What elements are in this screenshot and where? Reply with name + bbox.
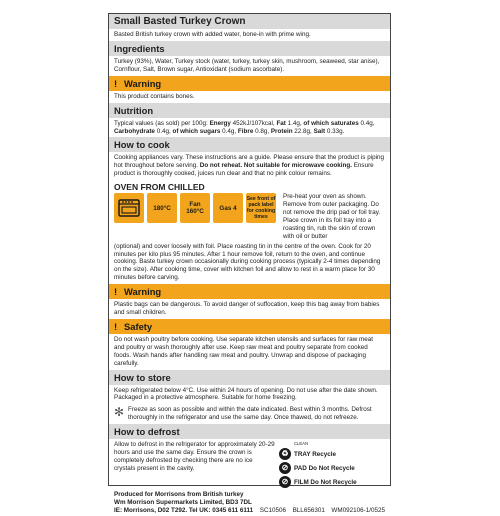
cook-intro-a: Cooking appliances vary. These instructions are a guide. Please ensure that the product is piping hot throughout before serving. — [114, 154, 384, 170]
nutrition-label: Salt — [313, 127, 326, 135]
nutrition-value: 1.4g, — [285, 119, 304, 127]
code: WM092106-1/0525 — [331, 507, 385, 515]
cook-heading: How to cook — [109, 137, 390, 152]
film-recycle-label: FILM Do Not Recycle — [294, 478, 357, 486]
nutrition-label: Carbohydrate — [114, 127, 155, 135]
recycle-cross-icon: ⊘ — [279, 476, 291, 488]
tray-clean-note: CLEAN — [294, 441, 308, 447]
nutrition-label: Energy — [209, 119, 231, 127]
film-recycle — [279, 476, 385, 488]
company — [114, 499, 385, 507]
safety-heading — [109, 319, 390, 334]
nutrition-value: 0.33g. — [325, 127, 345, 135]
warning-icon: ! — [114, 286, 118, 298]
nutrition-heading: Nutrition — [109, 103, 390, 118]
cook-intro-c: Ensure product is thoroughly cooked, juices run clear and that no pink colour remains. — [114, 162, 374, 178]
code: BLL656301 — [292, 507, 325, 515]
pad-recycle — [279, 462, 385, 474]
nutrition-value: 22.8g, — [292, 127, 314, 135]
oven-icon — [114, 193, 144, 223]
warning-bones-heading — [109, 76, 390, 91]
ingredients-text: Turkey (93%), Water, Turkey stock (water, turkey, turkey skin, mushroom, seaweed, star anise), Cornflour, Salt, Brown sugar, Antioxidant (sodium ascorbate). — [114, 57, 380, 73]
ingredients-heading: Ingredients — [109, 41, 390, 56]
nutrition-label: Fat — [276, 119, 286, 127]
recycle-cross-icon: ⊘ — [279, 462, 291, 474]
oven-temp-tile: 180°C — [147, 193, 177, 223]
product-title: Small Basted Turkey Crown — [109, 14, 390, 29]
warning-icon: ! — [114, 77, 118, 89]
pad-recycle-label: PAD Do Not Recycle — [294, 464, 355, 472]
fan-temp-tile: Fan 160°C — [180, 193, 210, 223]
product-description: Basted British turkey crown with added water, bone-in with prime wing. — [114, 31, 311, 38]
oven-title: OVEN FROM CHILLED — [114, 182, 205, 193]
cook-intro — [109, 152, 390, 180]
warning-icon: ! — [114, 320, 118, 332]
product-label — [108, 13, 391, 515]
freeze-text: Freeze as soon as possible and within the date indicated. Best within 3 months. Defrost thoroughly in the refrigerator and use the same day. Once thawed, do not refreeze. — [128, 406, 372, 422]
cook-intro-bold-2: Not suitable for microwave cooking. — [243, 162, 352, 170]
store-heading: How to store — [109, 370, 390, 385]
address-text: IE: Morrisons, D02 T292. Tel UK: 0345 611 6111 — [114, 507, 254, 515]
oven-instructions-rest: (optional) and cover loosely with foil. Place roasting tin in the centre of the oven. Cook for 20 minutes per kilo plus 95 minutes. After 1 hour remove foil, return to the oven, and continue cooking. Baste turkey crown occasionally during cooking process (typically 2-4 times depending on the size). After cooking time, cover with kitchen foil and allow to rest in a warm place for 30 minutes before carving. — [114, 242, 381, 282]
footer — [109, 490, 390, 516]
store-text: Keep refrigerated below 4°C. Use within 24 hours of opening. Do not use after the date shown. Packaged in a protective atmosphere. Suitable for home freezing. — [114, 386, 378, 402]
nutrition-text — [109, 118, 390, 138]
freeze-block — [109, 404, 390, 424]
warning-bones-text: This product contains bones. — [114, 92, 195, 100]
nutrition-label: Fibre — [237, 127, 254, 135]
gas-mark-tile: Gas 4 — [213, 193, 243, 223]
produced-for — [114, 491, 385, 499]
recycle-icon: ♻ — [279, 448, 291, 460]
company-text: Wm Morrison Supermarkets Limited, BD3 7DL — [114, 499, 252, 507]
nutrition-value: 0.4g, — [154, 127, 173, 135]
safety-label: Safety — [124, 320, 153, 332]
warning-bag-text: Plastic bags can be dangerous. To avoid danger of suffocation, keep this bag away from babies and small children. — [114, 301, 380, 317]
warning-label: Warning — [124, 77, 162, 89]
nutrition-value: 452kJ/107kcal, — [230, 119, 277, 127]
snowflake-icon: ✻ — [114, 405, 125, 420]
nutrition-value: 0.8g, — [253, 127, 271, 135]
tray-recycle — [279, 448, 385, 460]
nutrition-prefix: Typical values (as sold) per 100g: — [114, 119, 210, 127]
warning-label: Warning — [124, 286, 162, 298]
warning-bag-heading — [109, 284, 390, 299]
oven-instructions-side: Pre-heat your oven as shown. Remove from outer packaging. Do not remove the drip pad or foil tray. Place crown in its foil tray into a roasting tin, rub the skin of crown with oil or butter — [283, 193, 381, 240]
nutrition-label: of which saturates — [303, 119, 359, 127]
safety-text: Do not wash poultry before cooking. Use separate kitchen utensils and surfaces for raw meat and poultry or wash thoroughly after use. Keep raw meat and poultry separate from cooked foods. Wash hands after handling raw meat and poultry. Unwrap and dispose of packaging carefully. — [114, 335, 374, 367]
cook-intro-bold-1: Do not reheat. — [199, 162, 244, 170]
oven-row — [109, 193, 390, 240]
nutrition-value: 0.4g, — [220, 127, 238, 135]
code: SC10506 — [259, 507, 287, 515]
recycling-info — [279, 441, 385, 488]
defrost-text: Allow to defrost in the refrigerator for approximately 20-29 hours and use the same day. Ensure the crown is completely defrosted by checking there are no ice crystals present in the cavity. — [114, 441, 275, 472]
defrost-heading: How to defrost — [109, 424, 390, 439]
defrost-block — [109, 439, 390, 490]
address-codes — [114, 507, 385, 515]
cooking-times-tile: See front of pack label for cooking times — [246, 193, 276, 223]
nutrition-value: 0.4g, — [358, 119, 375, 127]
nutrition-label: Protein — [270, 127, 293, 135]
tray-recycle-label: TRAY Recycle — [294, 450, 337, 458]
produced-text: Produced for Morrisons from British turkey — [114, 491, 244, 499]
nutrition-label: of which sugars — [172, 127, 221, 135]
